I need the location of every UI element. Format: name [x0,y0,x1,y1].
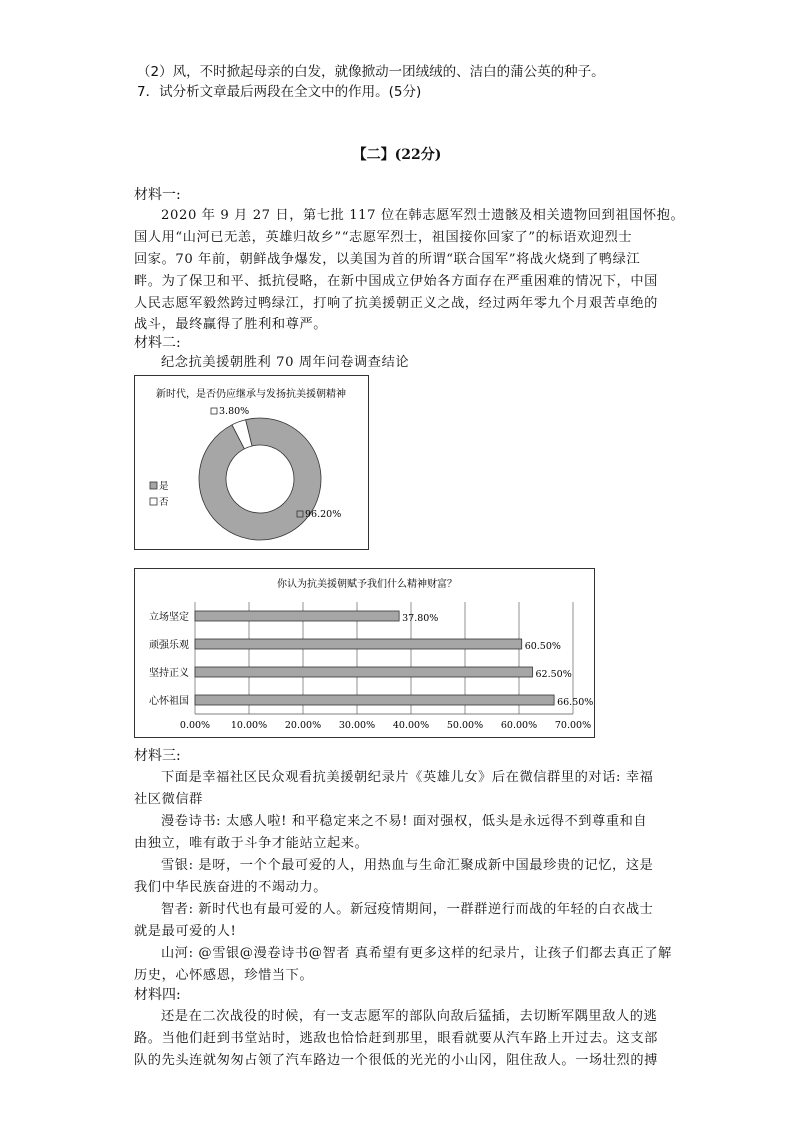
material-3-line: 由独立，唯有敢于斗争才能站立起来。 [134,836,369,851]
x-tick-label: 50.00% [446,720,484,731]
bar-顽强乐观 [195,639,522,649]
data-label: 37.80% [402,613,439,624]
material-4-line: 队的先头连就匆匆占领了汽车路边一个很低的光光的小山冈，阻住敌人。一场壮烈的搏 [134,1053,658,1068]
material-1-line: 国人用“山河已无恙，英雄归故乡”“志愿军烈士，祖国接你回家了”的标语欢迎烈士 [134,230,633,245]
x-tick-label: 20.00% [284,720,322,731]
x-tick-label: 0.00% [179,720,211,731]
material-4-line: 还是在二次战役的时候，有一支志愿军的部队向敌后猛插，去切断军隅里敌人的逃 [161,1009,658,1024]
material-3-line: 我们中华民族奋进的不竭动力。 [134,880,328,895]
slice-label-marker [211,408,217,414]
material-3-line: 社区微信群 [134,792,203,807]
x-tick-label: 60.00% [500,720,538,731]
question-7: 7．试分析文章最后两段在全文中的作用。(5分) [137,84,422,100]
material-3-line: 智者: 新时代也有最可爱的人。新冠疫情期间，一群群逆行而战的年轻的白衣战士 [161,902,654,917]
slice-label-no: 3.80% [219,406,250,417]
category-label: 顽强乐观 [149,640,189,651]
donut-chart-title: 新时代，是否仍应继承与发扬抗美援朝精神 [156,389,346,400]
material-1-line: 2020 年 9 月 27 日，第七批 117 位在韩志愿军烈士遗骸及相关遗物回到祖国怀抱。 [161,208,685,223]
material-3-line: 历史，心怀感恩，珍惜当下。 [134,968,314,983]
donut-chart [134,375,369,550]
x-tick-label: 70.00% [554,720,592,731]
material-4-heading: 材料四: [134,987,181,1003]
x-tick-label: 10.00% [230,720,268,731]
category-label: 心怀祖国 [149,696,189,707]
legend-label-yes: 是 [159,481,169,492]
legend-label-no: 否 [159,497,169,508]
material-3-line: 雪银: 是呀，一个个最可爱的人，用热血与生命汇聚成新中国最珍贵的记忆，这是 [161,858,654,873]
data-label: 62.50% [535,669,572,680]
slice-label-yes: 96.20% [305,509,342,520]
material-3-line: 就是最可爱的人! [134,924,237,939]
category-label: 立场坚定 [149,612,189,623]
bar-chart [134,568,595,738]
bar-chart-title: 你认为抗美援朝赋予我们什么精神财富？ [277,579,457,590]
section-title: 【二】(22分) [352,147,442,163]
x-tick-label: 30.00% [338,720,376,731]
material-4-line: 路。当他们赶到书堂站时，逃敌也恰恰赶到那里，眼看就要从汽车路上开过去。这支部 [134,1031,658,1046]
material-3-line: 下面是幸福社区民众观看抗美援朝纪录片《英雄儿女》后在微信群里的对话: 幸福 [161,770,654,785]
bar-chart-svg [135,569,594,737]
bar-心怀祖国 [195,695,554,705]
material-1-heading: 材料一: [134,187,181,203]
donut-chart-svg [135,376,368,549]
bar-坚持正义 [195,667,533,677]
question-6-part-2: （2）风，不时掀起母亲的白发，就像掀动一团绒绒的、洁白的蒲公英的种子。 [137,64,605,80]
data-label: 60.50% [524,641,561,652]
legend-swatch-no [150,498,157,505]
material-3-line: 漫卷诗书: 太感人啦! 和平稳定来之不易! 面对强权，低头是永远得不到尊重和自 [161,814,648,829]
material-3-line: 山河: @雪银@漫卷诗书@智者 真希望有更多这样的纪录片，让孩子们都去真正了解 [161,946,672,961]
material-1-line: 战斗，最终赢得了胜利和尊严。 [134,317,328,332]
material-3-heading: 材料三: [134,748,181,764]
donut-slice-yes [199,418,321,540]
slice-label-marker [297,511,303,517]
data-label: 66.50% [557,697,594,708]
material-1-line: 畔。为了保卫和平、抵抗侵略，在新中国成立伊始各方面存在严重困难的情况下，中国 [134,274,658,289]
material-1-line: 人民志愿军毅然跨过鸭绿江，打响了抗美援朝正义之战，经过两年零九个月艰苦卓绝的 [134,296,658,311]
material-2-heading: 材料二: [134,335,181,351]
survey-subtitle: 纪念抗美援朝胜利 70 周年问卷调查结论 [161,355,410,370]
x-tick-label: 40.00% [392,720,430,731]
bar-立场坚定 [195,611,399,621]
material-1-line: 回家。70 年前，朝鲜战争爆发，以美国为首的所谓“联合国军”将战火烧到了鸭绿江 [134,252,641,267]
legend-swatch-yes [150,482,157,489]
category-label: 坚持正义 [149,668,189,679]
